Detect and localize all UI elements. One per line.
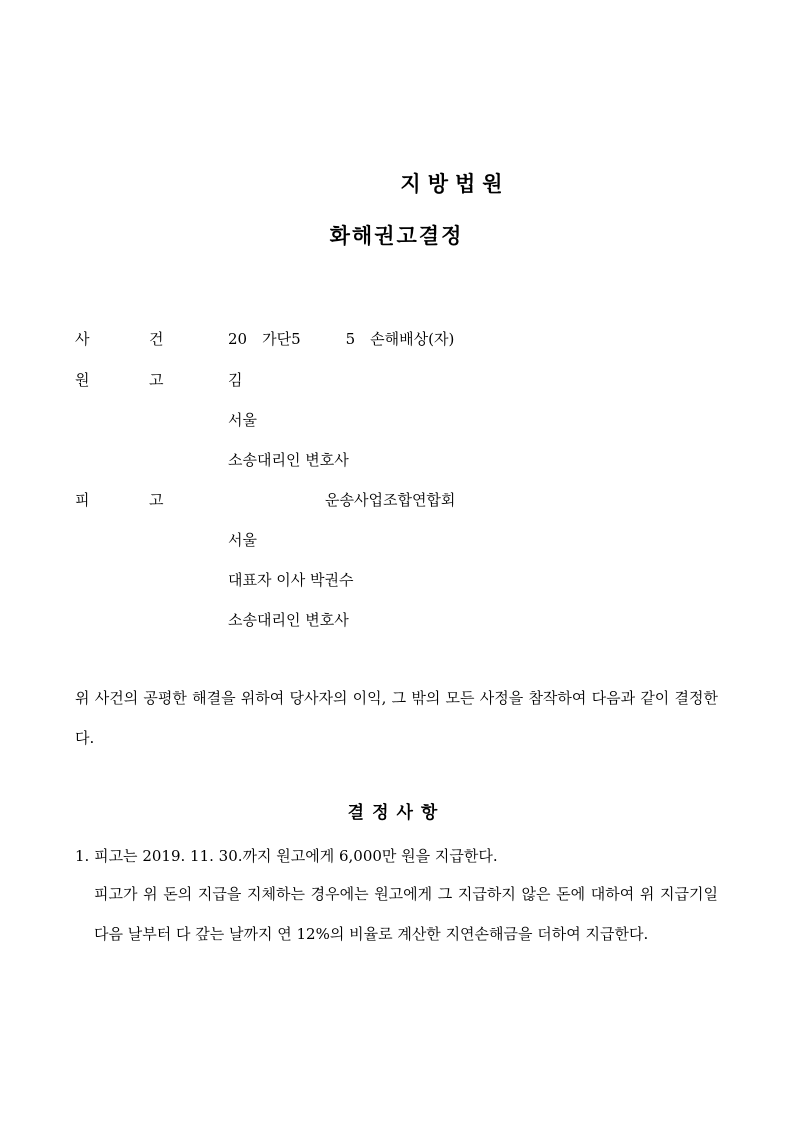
plaintiff-address: 서울 bbox=[228, 411, 257, 429]
defendant-attorney: 소송대리인 변호사 bbox=[228, 611, 349, 629]
defendant-address: 서울 bbox=[228, 531, 257, 549]
decision-section-title: 결정사항 bbox=[347, 803, 446, 823]
document-title: 화해권고결정 bbox=[329, 224, 464, 248]
defendant-label-first: 피 bbox=[75, 491, 90, 509]
court-name: 지방법원 bbox=[400, 172, 510, 196]
case-label-second: 건 bbox=[149, 330, 164, 348]
defendant-label-second: 고 bbox=[149, 491, 164, 509]
intro-paragraph: 위 사건의 공평한 해결을 위하여 당사자의 이익, 그 밖의 모든 사정을 참작하여 다음과 같이 결정한다. bbox=[75, 689, 718, 747]
defendant-representative: 대표자 이사 박권수 bbox=[228, 571, 354, 589]
plaintiff-label-first: 원 bbox=[75, 371, 90, 389]
defendant-name: 운송사업조합연합회 bbox=[325, 491, 456, 509]
case-number: 20 가단5 5 손해배상(자) bbox=[228, 330, 455, 348]
decision-item-1: 1. 피고는 2019. 11. 30.까지 원고에게 6,000만 원을 지급한다. bbox=[75, 847, 498, 865]
plaintiff-name: 김 bbox=[228, 371, 243, 389]
decision-item-1-detail: 피고가 위 돈의 지급을 지체하는 경우에는 원고에게 그 지급하지 않은 돈에 대하여 위 지급기일 다음 날부터 다 갚는 날까지 연 12%의 비율로 계산한 지연손해금을 더하여 지급한다. bbox=[94, 885, 718, 943]
case-label-first: 사 bbox=[75, 330, 90, 348]
plaintiff-label-second: 고 bbox=[149, 371, 164, 389]
plaintiff-attorney: 소송대리인 변호사 bbox=[228, 451, 349, 469]
